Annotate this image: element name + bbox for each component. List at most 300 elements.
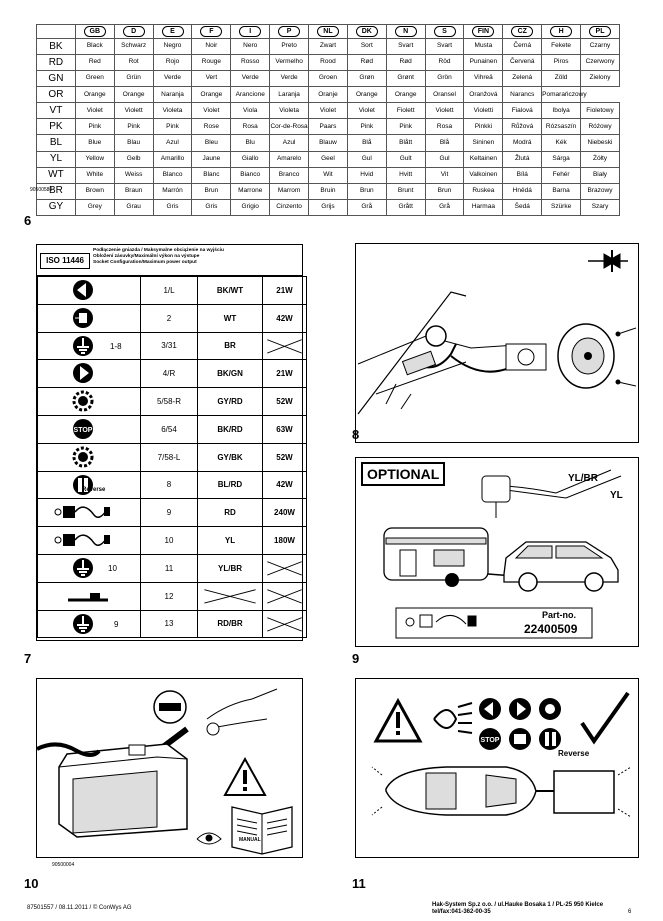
reverse-light-icon (539, 728, 561, 750)
color-name: Piros (542, 55, 581, 71)
wire-color: BL/RD (198, 471, 263, 499)
wire-label-ylbr: YL/BR (568, 473, 598, 484)
fig11-number: 11 (352, 876, 366, 891)
color-name: Różowy (581, 119, 620, 135)
footer-phone: tel/fax:041-362-00-35 (432, 909, 491, 915)
right-turn-icon (72, 362, 94, 384)
color-name: Verde (153, 71, 192, 87)
color-name: Naranja (153, 87, 192, 103)
color-name: Violeta (153, 103, 192, 119)
battery-icon (37, 744, 187, 837)
max-power: 52W (263, 388, 307, 416)
fig6-code: 90500580 (30, 187, 53, 193)
color-name: Azul (270, 135, 309, 151)
color-name: Gris (153, 199, 192, 215)
color-row (37, 135, 620, 151)
color-name: Grün (114, 71, 153, 87)
color-name: Czarny (581, 39, 620, 55)
color-name: Grön (425, 71, 464, 87)
screw-icons (616, 328, 636, 386)
caravan-icon (384, 528, 514, 587)
color-name: Červená (503, 55, 542, 71)
color-name: Violett (425, 103, 464, 119)
lang-header: GB (75, 25, 114, 39)
pin-note: 10 (108, 563, 117, 573)
color-name: Blauw (309, 135, 348, 151)
color-name: Blått (386, 135, 425, 151)
color-name: Grijs (309, 199, 348, 215)
pin-symbol (38, 554, 141, 582)
fig7-number: 7 (24, 651, 32, 666)
color-row (37, 167, 620, 183)
color-name: Gelb (114, 151, 153, 167)
tail-light-right-icon (72, 390, 94, 412)
color-name: Blau (114, 135, 153, 151)
stop-icon (72, 418, 94, 440)
fig8-panel (355, 243, 639, 443)
color-name: Röd (425, 55, 464, 71)
pin-number: 9 (141, 499, 198, 527)
lang-header: H (542, 25, 581, 39)
color-row (37, 87, 620, 103)
max-power (263, 554, 307, 582)
color-name: Sort (347, 39, 386, 55)
left-turn-icon (72, 279, 94, 301)
color-name: Nero (231, 39, 270, 55)
manual-book-icon (232, 807, 292, 854)
color-name: Blå (347, 135, 386, 151)
wire-color (198, 582, 263, 610)
pin-symbol (38, 304, 141, 332)
color-name: Weiss (114, 167, 153, 183)
color-name: Pinkki (464, 119, 503, 135)
fig11-panel (355, 678, 639, 858)
page-number: 6 (628, 909, 632, 915)
color-name: Verde (231, 71, 270, 87)
max-power: 52W (263, 443, 307, 471)
color-code: GY (37, 199, 76, 215)
eye-icon (197, 833, 221, 844)
pin-symbol (38, 471, 141, 499)
color-name: Rouge (192, 55, 231, 71)
color-name: Giallo (231, 151, 270, 167)
color-name: Pink (386, 119, 425, 135)
color-name: Zielony (581, 71, 620, 87)
footer-doc-info: 87501557 / 08.11.2011 / © ConWys AG (27, 905, 132, 911)
lang-header: CZ (503, 25, 542, 39)
color-code: BR (37, 183, 76, 199)
color-name: Niebeski (581, 135, 620, 151)
pin-row (38, 499, 307, 527)
pin-table (37, 276, 307, 638)
max-power (263, 332, 307, 360)
color-name: Preto (270, 39, 309, 55)
lang-header: I (231, 25, 270, 39)
color-name: Pink (347, 119, 386, 135)
color-name: Grått (386, 199, 425, 215)
wire-color: YL/BR (198, 554, 263, 582)
wire-color: BK/RD (198, 415, 263, 443)
color-name: Verde (270, 71, 309, 87)
lang-header: NL (309, 25, 348, 39)
color-row (37, 103, 620, 119)
color-name: Gris (192, 199, 231, 215)
pin-row (38, 415, 307, 443)
color-name: Vihreä (464, 71, 503, 87)
color-name: White (75, 167, 114, 183)
rear-fog-lamp-icon (509, 728, 531, 750)
part-number: 22400509 (524, 622, 578, 636)
ground-icon (72, 613, 94, 635)
svg-text:STOP: STOP (480, 737, 500, 744)
color-name: Šedá (503, 199, 542, 215)
color-name: Rojo (153, 55, 192, 71)
color-name: Fehér (542, 167, 581, 183)
tail-light-left-icon (72, 446, 94, 468)
color-name: Rózsaszín (542, 119, 581, 135)
color-row (37, 151, 620, 167)
color-name: Gult (386, 151, 425, 167)
color-name: Orange (347, 87, 386, 103)
color-name: Blanco (153, 167, 192, 183)
pin-number: 11 (141, 554, 198, 582)
color-name: Violet (192, 103, 231, 119)
rear-fog-lamp-icon (72, 307, 94, 329)
color-name: Rot (114, 55, 153, 71)
color-name: Růžová (503, 119, 542, 135)
pin-symbol (38, 499, 141, 527)
color-name: Grå (425, 199, 464, 215)
color-name: Amarelo (270, 151, 309, 167)
pin-symbol (38, 527, 141, 555)
color-name: Viola (231, 103, 270, 119)
stop-icon (479, 728, 501, 750)
color-name: Brun (192, 183, 231, 199)
color-code: PK (37, 119, 76, 135)
desc-line: Podłączenie gniazda / Maksymalne obciążenie na wyjściu (93, 248, 224, 253)
reverse-label: Reverse (558, 749, 590, 758)
color-name: Orange (192, 87, 231, 103)
color-name: Bruin (309, 183, 348, 199)
color-name: Rød (347, 55, 386, 71)
headlight-icon (434, 703, 472, 733)
color-row (37, 55, 620, 71)
color-name: Wit (309, 167, 348, 183)
warning-triangle-icon (225, 759, 265, 795)
color-name: Rosa (231, 119, 270, 135)
color-name: Amarillo (153, 151, 192, 167)
color-name: Noir (192, 39, 231, 55)
color-name: Svart (425, 39, 464, 55)
corner-cell (37, 25, 76, 39)
not-applicable-cross (198, 583, 262, 610)
color-name: Marrón (153, 183, 192, 199)
lang-header: N (386, 25, 425, 39)
pin-number: 1/L (141, 277, 198, 305)
color-name: Grønt (386, 71, 425, 87)
desc-line: Obložení zásuvky/Maximální výkon na výstupe (93, 254, 200, 259)
color-name: Cor-de-Rosa (270, 119, 309, 135)
pin-note: 1-8 (110, 341, 122, 351)
lang-header: S (425, 25, 464, 39)
color-name: Szürke (542, 199, 581, 215)
color-name: Brun (425, 183, 464, 199)
color-name: Laranja (270, 87, 309, 103)
pin-symbol (38, 388, 141, 416)
color-name: Żółty (581, 151, 620, 167)
not-applicable-cross (263, 555, 306, 582)
iso-header (37, 245, 302, 276)
color-name: Zelená (503, 71, 542, 87)
svg-text:STOP: STOP (73, 426, 93, 434)
wire-color: BK/GN (198, 360, 263, 388)
battery-disconnect-drawing (37, 679, 302, 857)
color-name: Brun (347, 183, 386, 199)
color-name: Grå (347, 199, 386, 215)
color-row (37, 119, 620, 135)
color-name: Negro (153, 39, 192, 55)
pin-number: 7/58-L (141, 443, 198, 471)
color-name: Pink (153, 119, 192, 135)
color-name: Braun (114, 183, 153, 199)
lang-header: FIN (464, 25, 503, 39)
color-name: Fiolett (386, 103, 425, 119)
ground-icon (72, 557, 94, 579)
color-name: Fekete (542, 39, 581, 55)
color-name: Fioletowy (581, 103, 620, 119)
color-name: Valkoinen (464, 167, 503, 183)
pin-note: 9 (114, 619, 119, 629)
car-icon (504, 542, 618, 591)
color-name: Gul (347, 151, 386, 167)
color-name: Czerwony (581, 55, 620, 71)
pin-symbol (38, 277, 141, 305)
lang-header: D (114, 25, 153, 39)
color-name: Rood (309, 55, 348, 71)
color-name: Harmaa (464, 199, 503, 215)
socket-configuration-panel (36, 244, 303, 641)
color-name: Keltainen (464, 151, 503, 167)
color-name: Fialová (503, 103, 542, 119)
color-name: Blanc (192, 167, 231, 183)
max-power: 180W (263, 527, 307, 555)
color-name: Geel (309, 151, 348, 167)
color-name: Bleu (192, 135, 231, 151)
color-name: Violet (347, 103, 386, 119)
color-name: Green (75, 71, 114, 87)
color-name: Grey (75, 199, 114, 215)
color-code: BK (37, 39, 76, 55)
fig10-number: 10 (24, 876, 39, 891)
color-code: OR (37, 87, 76, 103)
pin-row (38, 277, 307, 305)
desc-line: Socket Configuration/Maximum power output (93, 260, 197, 265)
color-name: Violeta (270, 103, 309, 119)
color-code: RD (37, 55, 76, 71)
wire-color: WT (198, 304, 263, 332)
color-name: Violett (114, 103, 153, 119)
color-name: Ruskea (464, 183, 503, 199)
color-name: Rosso (231, 55, 270, 71)
color-name: Barna (542, 183, 581, 199)
color-name: Pink (114, 119, 153, 135)
not-applicable-cross (263, 611, 306, 638)
color-name: Rød (386, 55, 425, 71)
color-name: Yellow (75, 151, 114, 167)
pin-symbol (38, 360, 141, 388)
wire-color: GY/BK (198, 443, 263, 471)
language-header-row (37, 25, 620, 39)
warning-triangle-icon (376, 701, 420, 741)
pin-number: 4/R (141, 360, 198, 388)
max-power: 21W (263, 360, 307, 388)
fig10-panel (36, 678, 303, 858)
pin-row (38, 304, 307, 332)
color-name: Grau (114, 199, 153, 215)
color-row (37, 71, 620, 87)
max-power: 42W (263, 471, 307, 499)
color-name: Oransel (425, 87, 464, 103)
optional-kit-drawing (356, 458, 638, 646)
ground-icon (72, 335, 94, 357)
color-name: Azul (153, 135, 192, 151)
color-name: Bianco (231, 167, 270, 183)
color-name: Red (75, 55, 114, 71)
color-name: Rose (192, 119, 231, 135)
footer-address: Hak-System Sp.z o.o. / ul.Hauke Bosaka 1 / PL-25 950 Kielce (432, 902, 604, 908)
pin-symbol (38, 582, 141, 610)
max-power: 240W (263, 499, 307, 527)
max-power: 63W (263, 415, 307, 443)
color-name: Narancs (503, 87, 542, 103)
max-power: 21W (263, 277, 307, 305)
color-name: Violet (75, 103, 114, 119)
pin-symbol (38, 415, 141, 443)
color-name: Violet (309, 103, 348, 119)
wire-label-yl: YL (610, 490, 623, 501)
color-name: Vert (192, 71, 231, 87)
color-name: Vit (425, 167, 464, 183)
wire-color-table (36, 24, 620, 216)
pin-row (38, 332, 307, 360)
color-name: Brazowy (581, 183, 620, 199)
color-name: Cinzento (270, 199, 309, 215)
color-name: Svart (386, 39, 425, 55)
color-name: Hnědá (503, 183, 542, 199)
wire-color: YL (198, 527, 263, 555)
color-row (37, 183, 620, 199)
color-code: GN (37, 71, 76, 87)
wire-color: RD (198, 499, 263, 527)
not-applicable-cross (263, 583, 306, 610)
wire-color: RD/BR (198, 610, 263, 638)
wire-color: BK/WT (198, 277, 263, 305)
color-name: Blå (425, 135, 464, 151)
trailer-icon (554, 771, 614, 813)
pin-row (38, 610, 307, 638)
lang-header: P (270, 25, 309, 39)
color-name: Black (75, 39, 114, 55)
pin-row (38, 443, 307, 471)
color-name: Sininen (464, 135, 503, 151)
color-name: Kék (542, 135, 581, 151)
color-name: Pink (75, 119, 114, 135)
fig9-number: 9 (352, 651, 360, 666)
color-name: Marrom (270, 183, 309, 199)
battery-charge-icon (54, 501, 112, 523)
color-code: WT (37, 167, 76, 183)
color-name: Oranje (309, 87, 348, 103)
color-name: Žlutá (503, 151, 542, 167)
fig9-panel (355, 457, 639, 647)
color-name: Oranžová (464, 87, 503, 103)
iso-label: ISO 11446 (40, 253, 90, 269)
color-name: Orange (75, 87, 114, 103)
pin-number: 8 (141, 471, 198, 499)
pin-symbol (38, 610, 141, 638)
color-name: Grigio (231, 199, 270, 215)
not-applicable-cross (263, 333, 306, 360)
pin-note: Reverse (82, 486, 106, 493)
check-mark-icon (582, 693, 628, 741)
color-name: Szary (581, 199, 620, 215)
color-name: Marrone (231, 183, 270, 199)
max-power: 42W (263, 304, 307, 332)
towbar-socket-drawing (356, 244, 638, 442)
color-name: Orange (386, 87, 425, 103)
color-code: YL (37, 151, 76, 167)
tail-light-icon (539, 698, 561, 720)
car-top-view-icon (386, 767, 536, 815)
color-name: Černá (503, 39, 542, 55)
color-name: Zwart (309, 39, 348, 55)
color-name: Modrá (503, 135, 542, 151)
pin-number: 13 (141, 610, 198, 638)
color-name: Paars (309, 119, 348, 135)
color-name: Grøn (347, 71, 386, 87)
color-name: Brown (75, 183, 114, 199)
lang-header: F (192, 25, 231, 39)
color-name: Musta (464, 39, 503, 55)
color-name: Groen (309, 71, 348, 87)
color-name: Jaune (192, 151, 231, 167)
color-name: Schwarz (114, 39, 153, 55)
color-name: Blu (231, 135, 270, 151)
color-name: Sárga (542, 151, 581, 167)
color-name: Rosa (425, 119, 464, 135)
lang-header: DK (347, 25, 386, 39)
pin-number: 3/31 (141, 332, 198, 360)
color-name: Punainen (464, 55, 503, 71)
wire-color: GY/RD (198, 388, 263, 416)
pin-row (38, 527, 307, 555)
battery-ignition-icon (54, 529, 112, 551)
pin-symbol (38, 332, 141, 360)
iso-description (93, 248, 298, 266)
pin-row (38, 554, 307, 582)
pin-symbol (38, 443, 141, 471)
color-name: Hvitt (386, 167, 425, 183)
fig6-number: 6 (24, 213, 32, 228)
pin-number: 12 (141, 582, 198, 610)
footer-company (432, 902, 603, 916)
right-turn-icon (509, 698, 531, 720)
color-row (37, 199, 620, 215)
color-name: Vermelho (270, 55, 309, 71)
color-name: Branco (270, 167, 309, 183)
pin-number: 2 (141, 304, 198, 332)
color-name: Ibolya (542, 103, 581, 119)
